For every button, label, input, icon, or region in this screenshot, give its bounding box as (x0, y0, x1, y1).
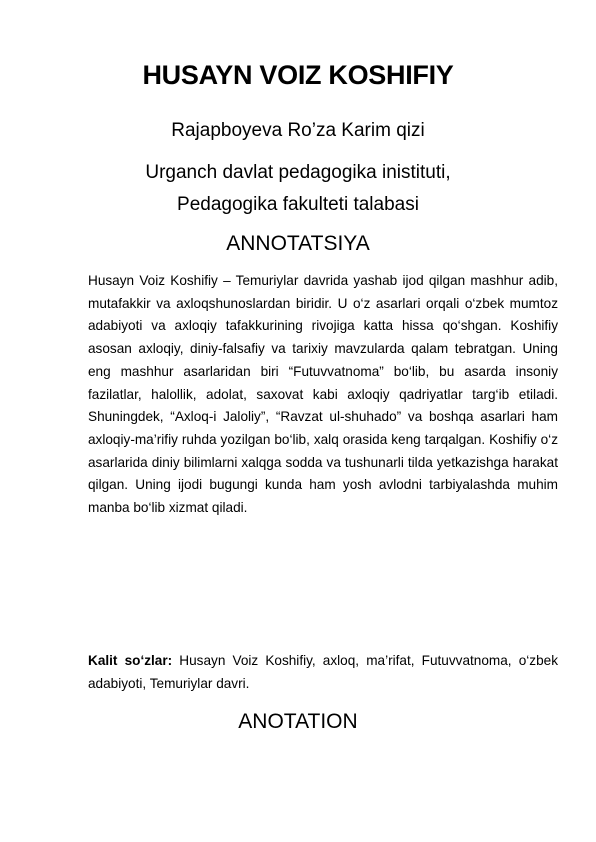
article-title: HUSAYN VOIZ KOSHIFIY (142, 60, 454, 90)
annotation-text: Husayn Voiz Koshifiy – Temuriylar davrida yashab ijod qilgan mashhur adib, mutafakkir va axloqshunoslardan biridir. U o‘z asarlari orqali o‘zbek mumtoz adabiyoti va axloqiy tafakkurining rivojiga katta hissa qo‘shgan. Koshifiy asosan axloqiy, diniy-falsafiy va tarixiy mavzularda qalam tebratgan. Uning eng mashhur asarlaridan biri “Futuvvatnoma” bo‘lib, bu asarda insoniy fazilatlar, halollik, adolat, saxovat kabi axloqiy qadriyatlar targ‘ib etiladi. Shuningdek, “Axloq-i Jaloliy”, “Ravzat ul-shuhado” va boshqa asarlari ham axloqiy-ma’rifiy ruhda yozilgan bo‘lib, xalq orasida keng tarqalgan. Koshifiy o‘z asarlarida diniy bilimlarni xalqga sodda va tushunarli tilda yetkazishga harakat qilgan. Uning ijodi bugungi kunda ham yosh avlodni tarbiyalashda muhim manba bo‘lib xizmat qiladi. (88, 273, 558, 516)
affiliation-line-1: Urganch davlat pedagogika inistituti, (145, 162, 451, 183)
affiliation-line-2: Pedagogika fakulteti talabasi (177, 194, 419, 215)
keywords-label: Kalit so‘zlar: (88, 653, 173, 668)
keywords-paragraph (88, 650, 558, 695)
annotation-heading: ANNOTATSIYA (226, 232, 370, 255)
anotation-heading: ANOTATION (238, 710, 358, 733)
keywords-text: Husayn Voiz Koshifiy, axloq, ma’rifat, Futuvvatnoma, o‘zbek adabiyoti, Temuriylar davri. (88, 653, 558, 691)
author-affiliation (0, 157, 596, 221)
author-name: Rajapboyeva Ro’za Karim qizi (171, 120, 425, 141)
